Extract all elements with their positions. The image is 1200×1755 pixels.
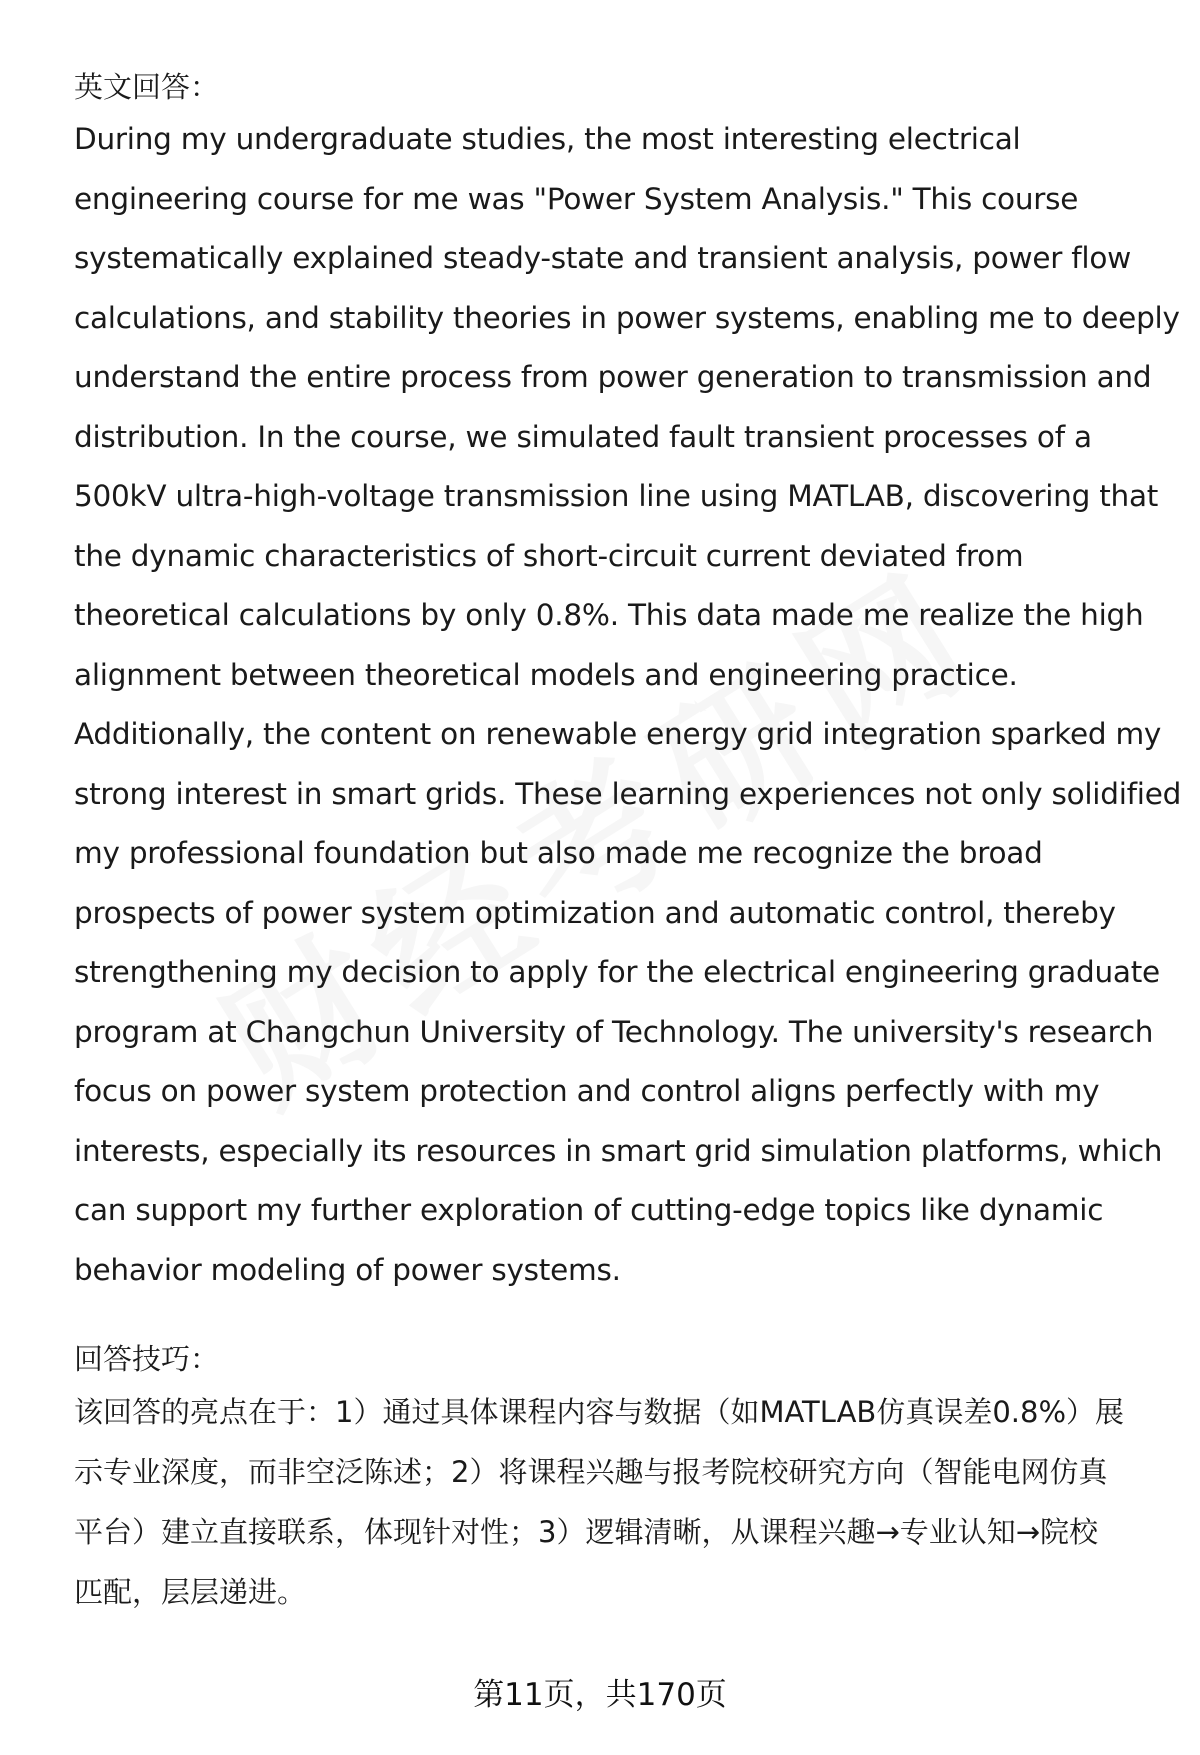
answer-line: strengthening my decision to apply for the electrical engineering graduate (74, 955, 1160, 989)
answer-line: can support my further exploration of cutting-edge topics like dynamic (74, 1193, 1104, 1227)
answer-line: During my undergraduate studies, the most interesting electrical (74, 122, 1021, 156)
document-page (74, 64, 1182, 1622)
answer-line: Additionally, the content on renewable energy grid integration sparked my (74, 717, 1162, 751)
answer-line: theoretical calculations by only 0.8%. This data made me realize the high (74, 598, 1144, 632)
page-number-footer: 第11页，共170页 (473, 1677, 727, 1713)
tips-paragraph (74, 1382, 1154, 1622)
answer-heading: 英文回答： (74, 70, 220, 104)
answer-line: interests, especially its resources in smart grid simulation platforms, which (74, 1133, 1163, 1168)
answer-line: the dynamic characteristics of short-circuit current deviated from (74, 538, 1024, 573)
answer-line: behavior modeling of power systems. (74, 1252, 621, 1287)
answer-line: program at Changchun University of Technology. The university's research (74, 1014, 1154, 1049)
tips-heading: 回答技巧： (74, 1342, 220, 1376)
tips-line: 平台）建立直接联系，体现针对性；3）逻辑清晰，从课程兴趣→专业认知→院校 (74, 1515, 1099, 1549)
answer-line: understand the entire process from power generation to transmission and (74, 360, 1152, 394)
answer-line: systematically explained steady-state and transient analysis, power flow (74, 241, 1132, 275)
answer-line: calculations, and stability theories in power systems, enabling me to deeply (74, 300, 1180, 335)
tips-line: 匹配，层层递进。 (74, 1575, 307, 1609)
answer-line: alignment between theoretical models and engineering practice. (74, 657, 1018, 692)
answer-line: 500kV ultra-high-voltage transmission line using MATLAB, discovering that (74, 479, 1159, 513)
answer-line: engineering course for me was "Power System Analysis." This course (74, 181, 1079, 216)
answer-line: my professional foundation but also made me recognize the broad (74, 836, 1043, 870)
tips-line: 该回答的亮点在于：1）通过具体课程内容与数据（如MATLAB仿真误差0.8%）展 (74, 1395, 1125, 1429)
english-answer-paragraph (74, 110, 1182, 1300)
answer-line: prospects of power system optimization and automatic control, thereby (74, 895, 1116, 930)
answer-line: strong interest in smart grids. These learning experiences not only solidified (74, 776, 1182, 811)
answer-line: focus on power system protection and control aligns perfectly with my (74, 1074, 1100, 1108)
answer-line: distribution. In the course, we simulated fault transient processes of a (74, 419, 1092, 454)
tips-line: 示专业深度，而非空泛陈述；2）将课程兴趣与报考院校研究方向（智能电网仿真 (74, 1455, 1108, 1489)
